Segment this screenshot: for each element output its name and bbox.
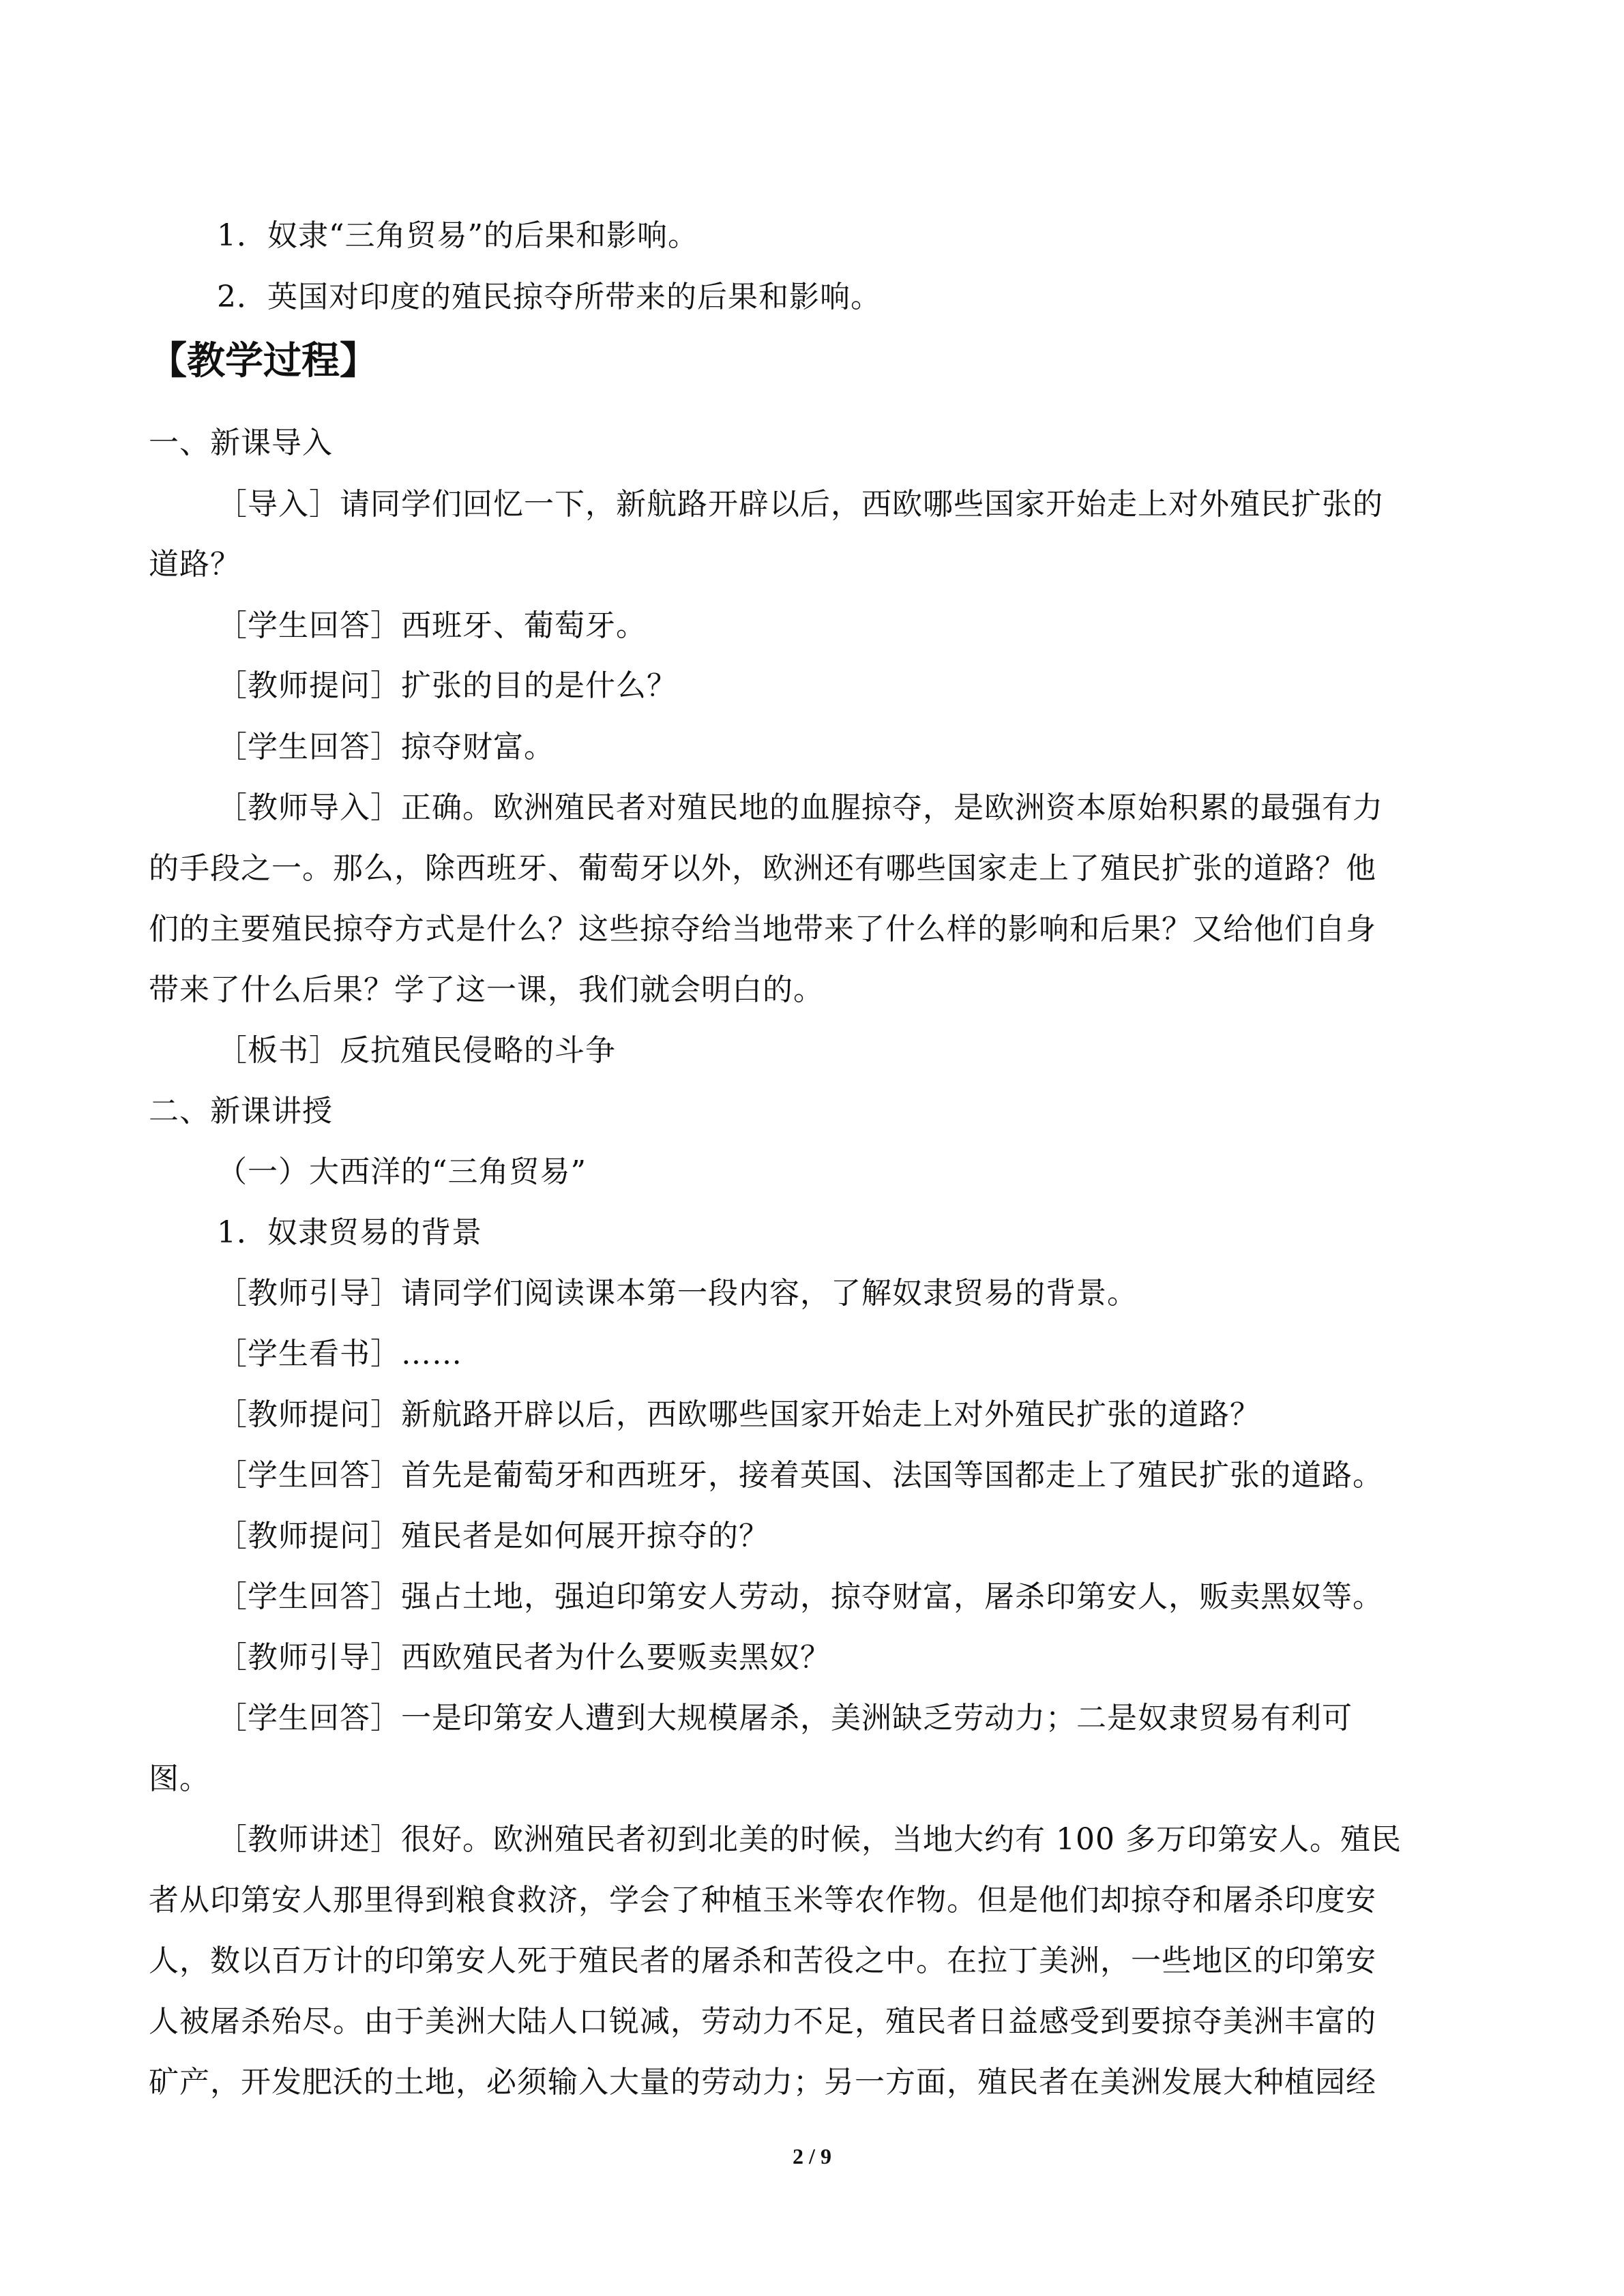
paragraph-line: ［教师提问］殖民者是如何展开掠夺的？	[217, 1519, 769, 1553]
part1-heading: 一、新课导入	[149, 426, 333, 460]
paragraph-line: 矿产，开发肥沃的土地，必须输入大量的劳动力；另一方面，殖民者在美洲发展大种植园经	[149, 2065, 1376, 2100]
paragraph-line: 们的主要殖民掠夺方式是什么？这些掠夺给当地带来了什么样的影响和后果？又给他们自身	[149, 912, 1376, 946]
paragraph-line: （一）大西洋的“三角贸易”	[217, 1154, 587, 1189]
paragraph-line: ［教师提问］扩张的目的是什么？	[217, 668, 677, 703]
paragraph-line: ［学生看书］……	[217, 1337, 462, 1371]
paragraph-line: 人，数以百万计的印第安人死于殖民者的屠杀和苦役之中。在拉丁美洲，一些地区的印第安	[149, 1943, 1376, 1978]
paragraph-line: ［板书］反抗殖民侵略的斗争	[217, 1033, 616, 1068]
paragraph-line: 道路？	[149, 547, 241, 582]
paragraph-line: 图。	[149, 1761, 210, 1796]
paragraph-line: ［教师引导］西欧殖民者为什么要贩卖黑奴？	[217, 1640, 831, 1675]
page-number: 2 / 9	[793, 2144, 831, 2168]
objective-2: 2．英国对印度的殖民掠夺所带来的后果和影响。	[217, 280, 881, 314]
paragraph-line: ［学生回答］西班牙、葡萄牙。	[217, 608, 647, 643]
paragraph-line: ［教师讲述］很好。欧洲殖民者初到北美的时候，当地大约有 100 多万印第安人。殖民	[217, 1822, 1402, 1857]
paragraph-line: ［学生回答］掠夺财富。	[217, 730, 555, 764]
objective-1: 1．奴隶“三角贸易”的后果和影响。	[217, 218, 698, 253]
paragraph-line: ［教师导入］正确。欧洲殖民者对殖民地的血腥掠夺，是欧洲资本原始积累的最强有力	[217, 790, 1383, 825]
section-title: 【教学过程】	[149, 339, 378, 383]
paragraph-line: 人被屠杀殆尽。由于美洲大陆人口锐减，劳动力不足，殖民者日益感受到要掠夺美洲丰富的	[149, 2004, 1376, 2039]
paragraph-line: ［教师提问］新航路开辟以后，西欧哪些国家开始走上对外殖民扩张的道路？	[217, 1397, 1260, 1432]
paragraph-line: ［教师引导］请同学们阅读课本第一段内容，了解奴隶贸易的背景。	[217, 1276, 1138, 1311]
paragraph-line: ［导入］请同学们回忆一下，新航路开辟以后，西欧哪些国家开始走上对外殖民扩张的	[217, 487, 1383, 522]
paragraph-line: ［学生回答］首先是葡萄牙和西班牙，接着英国、法国等国都走上了殖民扩张的道路。	[217, 1458, 1383, 1493]
paragraph-line: ［学生回答］强占土地，强迫印第安人劳动，掠夺财富，屠杀印第安人，贩卖黑奴等。	[217, 1579, 1383, 1614]
paragraph-line: 带来了什么后果？学了这一课，我们就会明白的。	[149, 972, 824, 1007]
paragraph-line: 的手段之一。那么，除西班牙、葡萄牙以外，欧洲还有哪些国家走上了殖民扩张的道路？他	[149, 851, 1376, 886]
paragraph-line: 者从印第安人那里得到粮食救济，学会了种植玉米等农作物。但是他们却掠夺和屠杀印度安	[149, 1883, 1376, 1918]
part2-heading: 二、新课讲授	[149, 1094, 333, 1129]
paragraph-line: ［学生回答］一是印第安人遭到大规模屠杀，美洲缺乏劳动力；二是奴隶贸易有利可	[217, 1701, 1353, 1735]
paragraph-line: 1．奴隶贸易的背景	[217, 1215, 482, 1250]
